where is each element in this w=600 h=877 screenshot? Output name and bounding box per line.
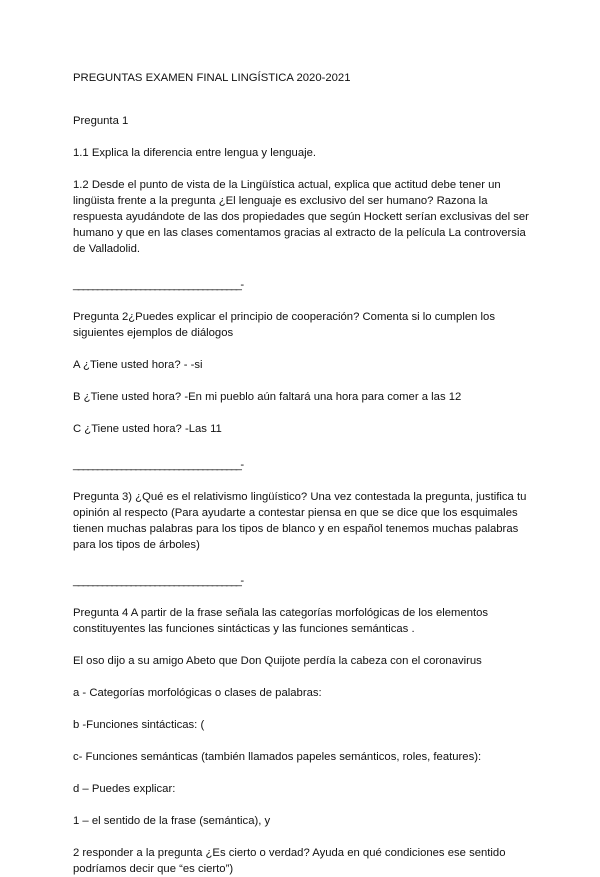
pregunta-2-heading: Pregunta 2¿Puedes explicar el principio de cooperación? Comenta si lo cumplen los siguientes ejemplos de diálogos: [73, 311, 495, 339]
pregunta-3-text: Pregunta 3) ¿Qué es el relativismo lingüístico? Una vez contestada la pregunta, justifica tu opinión al respecto (Para ayudarte a contestar piensa en que se dice que los esquimales tienen muchas palabras para los tipos de blanco y en español tenemos muchas palabras para los tipos de árboles): [73, 491, 527, 551]
separator-line: ___________________________________-: [73, 459, 243, 471]
question-1-2: 1.2 Desde el punto de vista de la Lingüística actual, explica que actitud debe tener un lingüista frente a la pregunta ¿El lenguaje es exclusivo del ser humano? Razona la respuesta ayudándote de las dos propiedades que según Hockett serían exclusivas del ser humano y que en las clases comentamos gracias al extracto de la película La controversia de Valladolid.: [73, 179, 529, 255]
example-sentence: El oso dijo a su amigo Abeto que Don Quijote perdía la cabeza con el coronavirus: [73, 655, 482, 667]
item-d: d – Puedes explicar:: [73, 783, 176, 795]
item-d-1: 1 – el sentido de la frase (semántica), y: [73, 815, 271, 827]
separator-line: ___________________________________-: [73, 575, 243, 587]
dialogue-a: A ¿Tiene usted hora? - -si: [73, 359, 203, 371]
pregunta-4-heading: Pregunta 4 A partir de la frase señala las categorías morfológicas de los elementos constituyentes las funciones sintácticas y las funciones semánticas .: [73, 607, 489, 635]
pregunta-1-heading: Pregunta 1: [73, 115, 129, 127]
item-d-2: 2 responder a la pregunta ¿Es cierto o verdad? Ayuda en qué condiciones ese sentido podríamos decir que “es cierto”): [73, 847, 506, 875]
separator-line: ___________________________________-: [73, 279, 243, 291]
item-b: b -Funciones sintácticas: (: [73, 719, 205, 731]
item-c: c- Funciones semánticas (también llamados papeles semánticos, roles, features):: [73, 751, 482, 763]
exam-document: [73, 70, 533, 877]
question-1-1: 1.1 Explica la diferencia entre lengua y lenguaje.: [73, 147, 317, 159]
dialogue-b: B ¿Tiene usted hora? -En mi pueblo aún faltará una hora para comer a las 12: [73, 391, 462, 403]
document-title: PREGUNTAS EXAMEN FINAL LINGÍSTICA 2020-2021: [73, 72, 351, 84]
item-a: a - Categorías morfológicas o clases de palabras:: [73, 687, 322, 699]
dialogue-c: C ¿Tiene usted hora? -Las 11: [73, 423, 222, 435]
